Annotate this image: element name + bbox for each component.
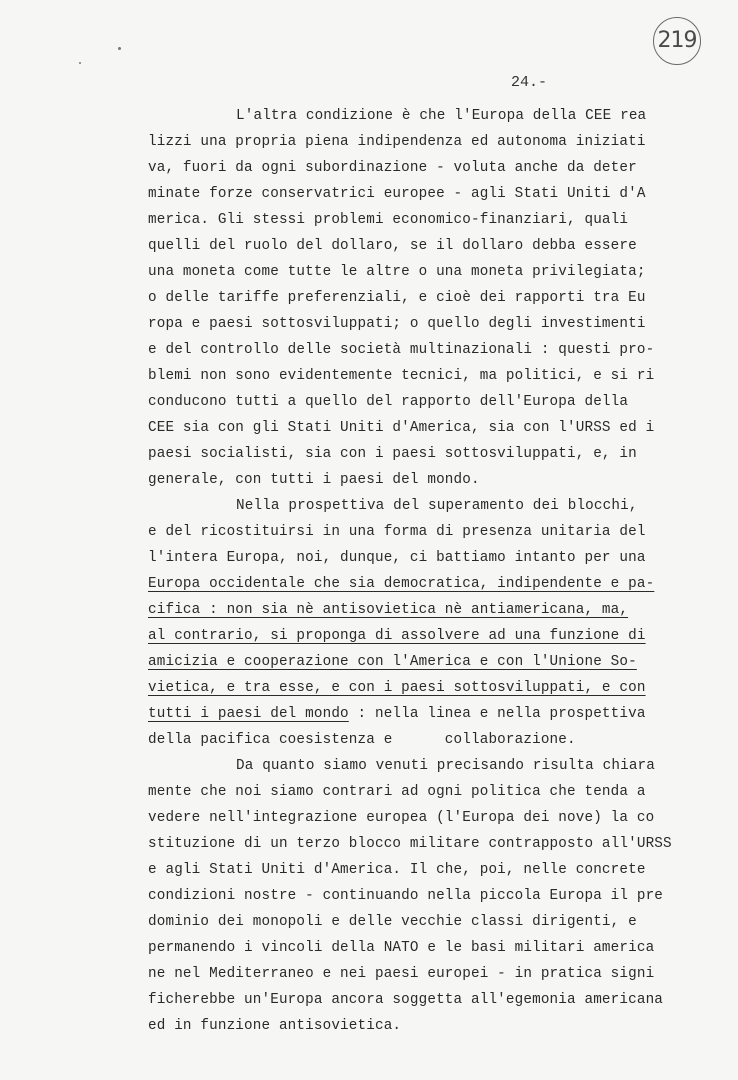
text-line [148,441,688,467]
line-text: e agli Stati Uniti d'America. Il che, poi, nelle concrete [148,862,646,878]
text-line [148,987,688,1013]
underlined-text: al contrario, si proponga di assolvere ad una funzione di [148,628,646,644]
line-text: L'altra condizione è che l'Europa della CEE rea [236,108,647,124]
line-text: condizioni nostre - continuando nella piccola Europa il pre [148,888,664,904]
text-line [148,337,688,363]
text-line [148,649,688,675]
line-text: Da quanto siamo venuti precisando risulta chiara [236,758,656,774]
text-line [148,857,688,883]
document-body [148,103,688,1039]
text-line [148,831,688,857]
line-text: minate forze conservatrici europee - agli Stati Uniti d'A [148,186,646,202]
text-line [148,623,688,649]
underlined-text: vietica, e tra esse, e con i paesi sottosviluppati, e con [148,680,646,696]
line-text: ne nel Mediterraneo e nei paesi europei - in pratica signi [148,966,655,982]
text-line [148,493,688,519]
underlined-text: Europa occidentale che sia democratica, indipendente e pa- [148,576,655,592]
page-number: 24.- [511,74,548,91]
line-text: generale, con tutti i paesi del mondo. [148,472,480,488]
line-text: ficherebbe un'Europa ancora soggetta all'egemonia americana [148,992,664,1008]
text-line [148,467,688,493]
line-text: blemi non sono evidentemente tecnici, ma politici, e si ri [148,368,655,384]
line-text: o delle tariffe preferenziali, e cioè dei rapporti tra Eu [148,290,646,306]
line-text: : nella linea e nella prospettiva [348,706,646,722]
text-line [148,389,688,415]
line-text: stituzione di un terzo blocco militare contrapposto all'URSS [148,836,672,852]
text-line [148,571,688,597]
text-line [148,909,688,935]
line-text: ropa e paesi sottosviluppati; o quello degli investimenti [148,316,646,332]
underlined-text: cifica : non sia nè antisovietica nè antiamericana, ma, [148,602,629,618]
text-line [148,961,688,987]
text-line [148,259,688,285]
underlined-text: tutti i paesi del mondo [148,706,349,722]
text-line [148,415,688,441]
text-line [148,363,688,389]
line-text: permanendo i vincoli della NATO e le basi militari america [148,940,655,956]
line-text: merica. Gli stessi problemi economico-finanziari, quali [148,212,629,228]
text-line [148,311,688,337]
text-line [148,545,688,571]
line-text: va, fuori da ogni subordinazione - voluta anche da deter [148,160,637,176]
line-text: vedere nell'integrazione europea (l'Europa dei nove) la co [148,810,655,826]
scan-speck [118,47,121,50]
text-line [148,935,688,961]
line-text: CEE sia con gli Stati Uniti d'America, sia con l'URSS ed i [148,420,655,436]
text-line [148,519,688,545]
line-text: e del ricostituirsi in una forma di presenza unitaria del [148,524,646,540]
archive-stamp: 219 [653,17,701,65]
line-text: conducono tutti a quello del rapporto dell'Europa della [148,394,629,410]
text-line [148,597,688,623]
line-text: una moneta come tutte le altre o una moneta privilegiata; [148,264,646,280]
text-line [148,1013,688,1039]
text-line [148,207,688,233]
text-line [148,233,688,259]
line-text: dominio dei monopoli e delle vecchie classi dirigenti, e [148,914,637,930]
line-text: paesi socialisti, sia con i paesi sottosviluppati, e, in [148,446,637,462]
text-line [148,779,688,805]
text-line [148,155,688,181]
scan-speck [79,62,81,64]
text-line [148,285,688,311]
text-line [148,883,688,909]
text-line [148,805,688,831]
text-line [148,753,688,779]
line-text: quelli del ruolo del dollaro, se il dollaro debba essere [148,238,637,254]
line-text: ed in funzione antisovietica. [148,1018,402,1034]
line-text: lizzi una propria piena indipendenza ed autonoma iniziati [148,134,646,150]
text-line [148,103,688,129]
text-line [148,727,688,753]
text-line [148,181,688,207]
line-text: e del controllo delle società multinazionali : questi pro- [148,342,655,358]
line-text: l'intera Europa, noi, dunque, ci battiamo intanto per una [148,550,646,566]
text-line [148,701,688,727]
line-text: Nella prospettiva del superamento dei blocchi, [236,498,638,514]
text-line [148,675,688,701]
text-line [148,129,688,155]
line-text: mente che noi siamo contrari ad ogni politica che tenda a [148,784,646,800]
line-text: della pacifica coesistenza e collaborazione. [148,732,576,748]
underlined-text: amicizia e cooperazione con l'America e con l'Unione So- [148,654,637,670]
